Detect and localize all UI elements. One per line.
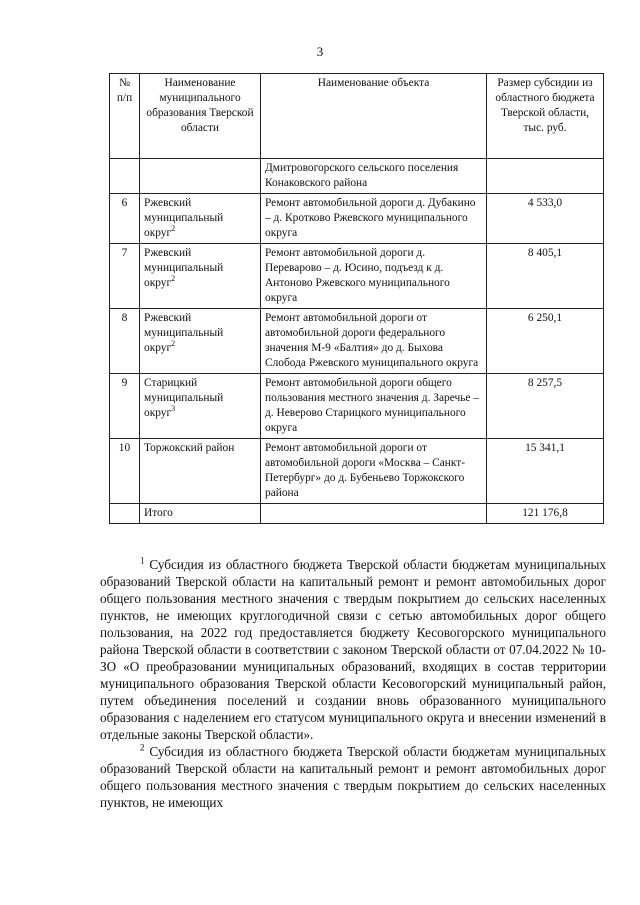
row-amount: 8 405,1 (487, 244, 604, 309)
footnote-mark: 1 (140, 555, 145, 566)
row-municipality (140, 244, 261, 309)
table-row (110, 439, 604, 504)
row-object: Ремонт автомобильной дороги от автомобильной дороги «Москва – Санкт-Петербург» до д. Бубеньево Торжокского района (261, 439, 487, 504)
municipality-name: Итого (144, 507, 173, 519)
municipality-name: Ржевский муниципальный округ (144, 312, 224, 354)
footnote-reference: 2 (171, 224, 176, 234)
row-municipality (140, 374, 261, 439)
footnote-text: Субсидия из областного бюджета Тверской области бюджетам муниципальных образований Тверской области на капитальный ремонт и ремонт автомобильных дорог общего пользования местного значения с твердым покрытием до сельских населенных пунктов, не имеющих (100, 744, 606, 810)
row-municipality (140, 159, 261, 194)
row-amount: 8 257,5 (487, 374, 604, 439)
row-number: 8 (110, 309, 140, 374)
table-row (110, 374, 604, 439)
table-row (110, 194, 604, 244)
row-amount: 15 341,1 (487, 439, 604, 504)
row-number: 9 (110, 374, 140, 439)
row-object (261, 504, 487, 524)
row-amount (487, 159, 604, 194)
row-number (110, 504, 140, 524)
table-row (110, 159, 604, 194)
footnote-paragraph (100, 743, 606, 811)
row-amount: 6 250,1 (487, 309, 604, 374)
table-row (110, 309, 604, 374)
subsidy-table (109, 73, 604, 524)
row-municipality (140, 194, 261, 244)
table-body (110, 159, 604, 524)
row-object: Ремонт автомобильной дороги от автомобильной дороги федерального значения М-9 «Балтия» до д. Быхова Слобода Ржевского муниципального округа (261, 309, 487, 374)
footnote-mark: 2 (140, 742, 145, 753)
table-row (110, 504, 604, 524)
row-amount: 4 533,0 (487, 194, 604, 244)
row-municipality (140, 504, 261, 524)
row-number: 7 (110, 244, 140, 309)
header-amount: Размер субсидии из областного бюджета Тверской области, тыс. руб. (487, 74, 604, 159)
page-number: 3 (316, 44, 324, 59)
footnote-reference: 2 (171, 274, 176, 284)
row-municipality (140, 439, 261, 504)
row-object: Ремонт автомобильной дороги общего пользования местного значения д. Заречье – д. Неверово Старицкого муниципального округа (261, 374, 487, 439)
row-amount: 121 176,8 (487, 504, 604, 524)
row-number (110, 159, 140, 194)
table-row (110, 244, 604, 309)
municipality-name: Ржевский муниципальный округ (144, 247, 224, 289)
municipality-name: Старицкий муниципальный округ (144, 377, 224, 419)
footnote-reference: 3 (171, 404, 176, 414)
row-number: 6 (110, 194, 140, 244)
footnote-text: Субсидия из областного бюджета Тверской области бюджетам муниципальных образований Тверской области на капитальный ремонт и ремонт автомобильных дорог общего пользования местного значения с твердым покрытием до сельских населенных пунктов, не имеющих круглогодичной связи с сетью автомобильных дорог общего пользования, на 2022 год предоставляется бюджету Кесовогорского муниципального района Тверской области в соответствии с законом Тверской области от 07.04.2022 № 10-ЗО «О преобразовании муниципальных образований, входящих в состав территории муниципального образования Тверской области Кесовогорский муниципальный район, путем объединения поселений и создании вновь образованного муниципального образования с наделением его статусом муниципального округа и внесении изменений в отдельные законы Тверской области». (100, 557, 606, 742)
footnote-reference: 2 (171, 339, 176, 349)
municipality-name: Торжокский район (144, 442, 235, 454)
footnotes (100, 556, 606, 811)
municipality-name: Ржевский муниципальный округ (144, 197, 224, 239)
row-object: Дмитровогорского сельского поселения Конаковского района (261, 159, 487, 194)
row-municipality (140, 309, 261, 374)
table-header-row (110, 74, 604, 159)
row-number: 10 (110, 439, 140, 504)
header-municipality: Наименование муниципального образования Тверской области (140, 74, 261, 159)
row-object: Ремонт автомобильной дороги д. Дубакино – д. Кротково Ржевского муниципального округа (261, 194, 487, 244)
header-object: Наименование объекта (261, 74, 487, 159)
footnote-paragraph (100, 556, 606, 743)
row-object: Ремонт автомобильной дороги д. Переварово – д. Юсино, подъезд к д. Антоново Ржевского муниципального округа (261, 244, 487, 309)
header-num: № п/п (110, 74, 140, 159)
